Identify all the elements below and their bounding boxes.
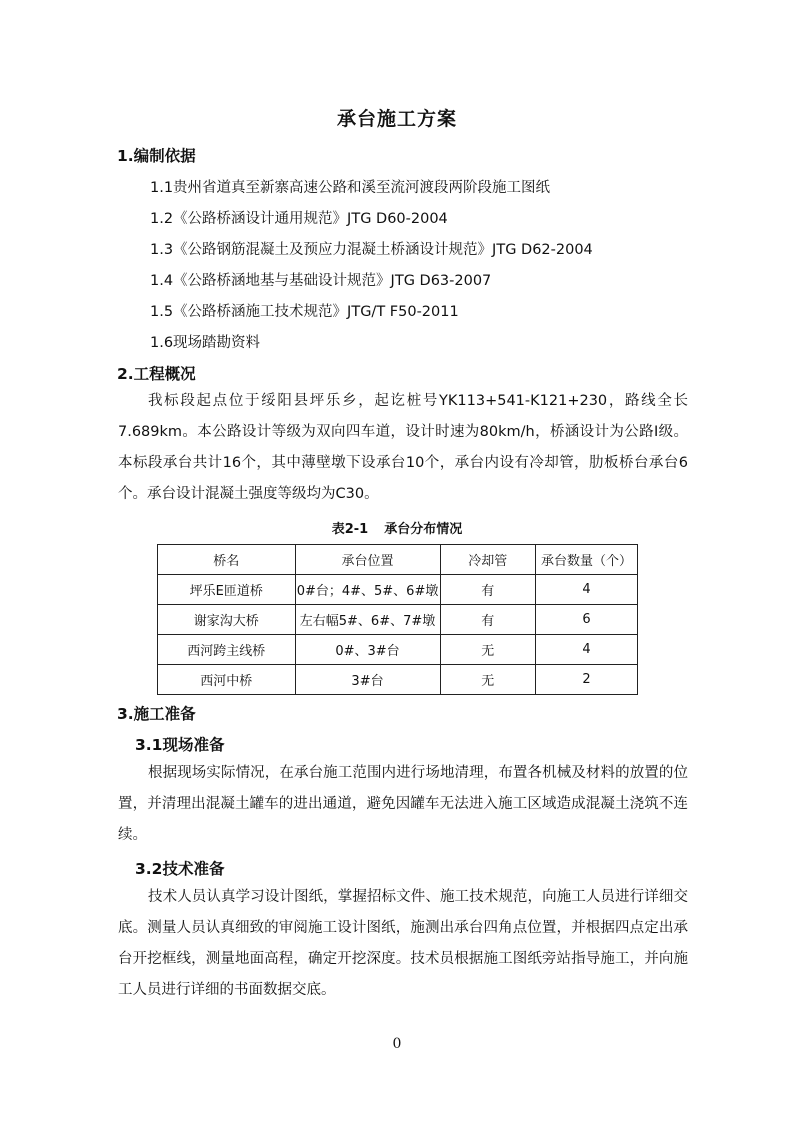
table-cell: 3#台 bbox=[295, 665, 440, 695]
table-row bbox=[158, 635, 638, 665]
section-3-heading: 3.施工准备 bbox=[117, 705, 196, 723]
technical-preparation-paragraph: 技术人员认真学习设计图纸，掌握招标文件、施工技术规范，向施工人员进行详细交底。测量人员认真细致的审阅施工设计图纸，施测出承台四角点位置，并根据四点定出承台开挖框线，测量地面高程，确定开挖深度。技术员根据施工图纸旁站指导施工，并向施工人员进行详细的书面数据交底。 bbox=[118, 889, 688, 998]
table-cell: 4 bbox=[536, 635, 638, 665]
table-cell: 左右幅5#、6#、7#墩 bbox=[295, 605, 440, 635]
table-cell: 西河跨主线桥 bbox=[158, 635, 296, 665]
reference-item: 1.4《公路桥涵地基与基础设计规范》JTG D63-2007 bbox=[150, 273, 492, 289]
table-cell: 无 bbox=[440, 665, 536, 695]
section-1-heading: 1.编制依据 bbox=[117, 147, 196, 165]
table-row bbox=[158, 575, 638, 605]
section-2-heading: 2.工程概况 bbox=[117, 365, 196, 383]
document-title: 承台施工方案 bbox=[336, 108, 457, 130]
table-header-cell: 承台数量（个） bbox=[536, 545, 638, 575]
table-header-cell: 冷却管 bbox=[440, 545, 536, 575]
cap-distribution-table bbox=[157, 544, 638, 695]
reference-item: 1.2《公路桥涵设计通用规范》JTG D60-2004 bbox=[150, 211, 448, 227]
page-number: 0 bbox=[392, 1036, 402, 1052]
reference-item: 1.6现场踏勘资料 bbox=[150, 335, 261, 351]
table-cell: 2 bbox=[536, 665, 638, 695]
table-cell: 坪乐E匝道桥 bbox=[158, 575, 296, 605]
table-cell: 谢家沟大桥 bbox=[158, 605, 296, 635]
table-cell: 0#台；4#、5#、6#墩 bbox=[295, 575, 440, 605]
section-3-1-heading: 3.1现场准备 bbox=[135, 736, 225, 754]
section-3-2-heading: 3.2技术准备 bbox=[135, 860, 225, 878]
reference-item: 1.3《公路钢筋混凝土及预应力混凝土桥涵设计规范》JTG D62-2004 bbox=[150, 242, 593, 258]
table-cell: 6 bbox=[536, 605, 638, 635]
reference-item: 1.1贵州省道真至新寨高速公路和溪至流河渡段两阶段施工图纸 bbox=[150, 180, 551, 196]
table-cell: 西河中桥 bbox=[158, 665, 296, 695]
table-caption bbox=[0, 518, 794, 537]
reference-item: 1.5《公路桥涵施工技术规范》JTG/T F50-2011 bbox=[150, 304, 459, 320]
table-cell: 有 bbox=[440, 605, 536, 635]
project-overview-paragraph: 我标段起点位于绥阳县坪乐乡，起讫桩号YK113+541-K121+230，路线全长7.689km。本公路设计等级为双向四车道，设计时速为80km/h，桥涵设计为公路Ⅰ级。本标段承台共计16个，其中薄壁墩下设承台10个，承台内设有冷却管，肋板桥台承台6个。承台设计混凝土强度等级均为C30。 bbox=[118, 393, 688, 502]
table-row bbox=[158, 605, 638, 635]
table-header-row bbox=[158, 545, 638, 575]
table-header-cell: 承台位置 bbox=[295, 545, 440, 575]
table-cell: 0#、3#台 bbox=[295, 635, 440, 665]
table-row bbox=[158, 665, 638, 695]
site-preparation-paragraph: 根据现场实际情况，在承台施工范围内进行场地清理，布置各机械及材料的放置的位置，并清理出混凝土罐车的进出通道，避免因罐车无法进入施工区域造成混凝土浇筑不连续。 bbox=[118, 765, 688, 843]
table-header-cell: 桥名 bbox=[158, 545, 296, 575]
table-caption-number: 表2-1 bbox=[331, 522, 369, 537]
table-cell: 无 bbox=[440, 635, 536, 665]
table-caption-title: 承台分布情况 bbox=[384, 522, 463, 537]
table-cell: 4 bbox=[536, 575, 638, 605]
table-cell: 有 bbox=[440, 575, 536, 605]
